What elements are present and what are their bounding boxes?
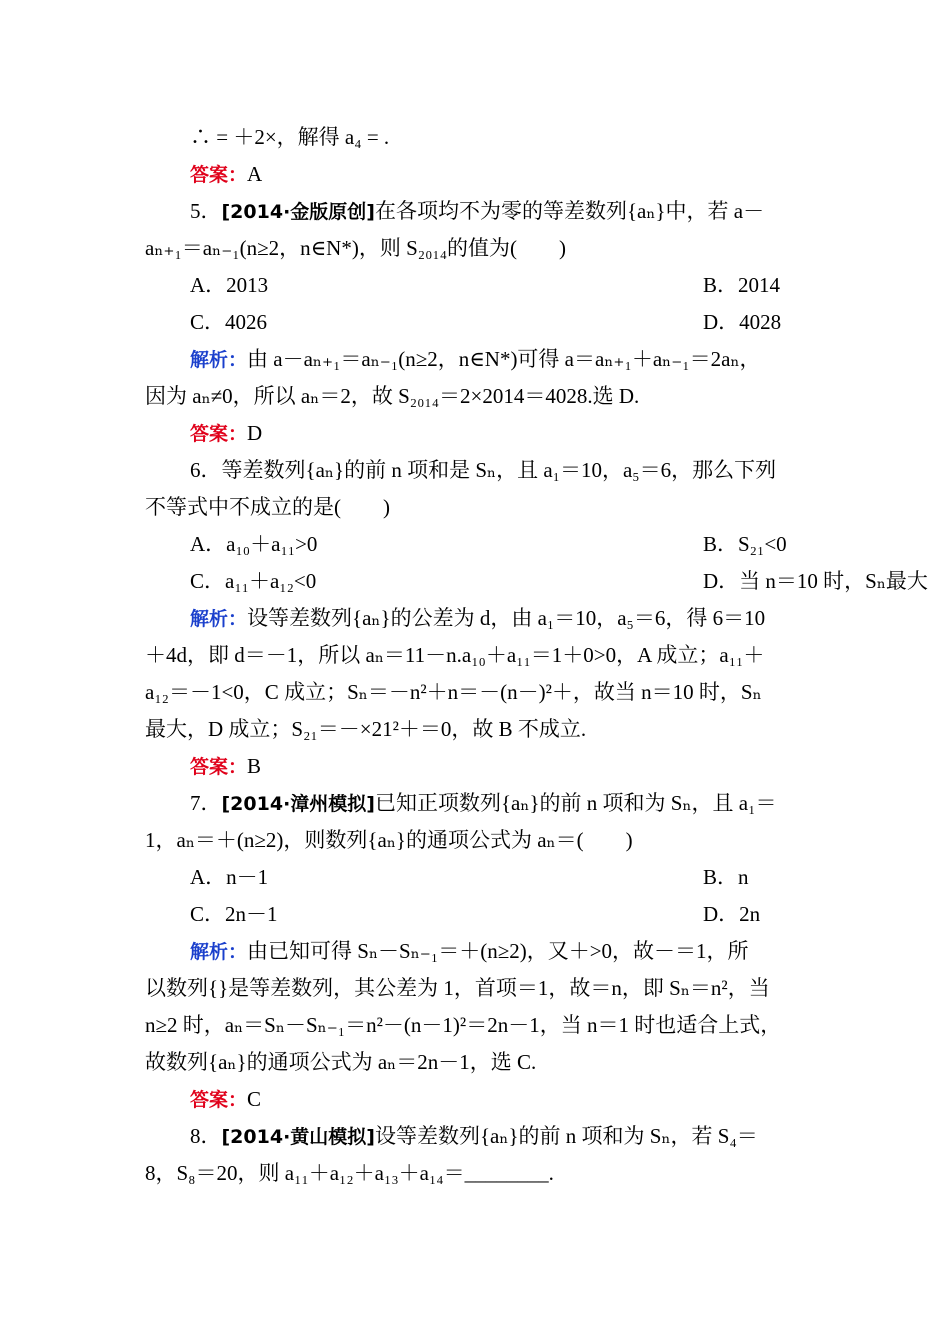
q7-stem-line2: 1，aₙ＝＋(n≥2)，则数列{aₙ}的通项公式为 aₙ＝( ) [145,828,633,852]
q5-options-row2 [190,307,950,337]
q7-analysis-line1: 解析：由已知可得 Sₙ－Sₙ₋₁＝＋(n≥2)，又＋>0，故－＝1，所 [190,939,749,963]
q7-analysis-line2: 以数列{}是等差数列，其公差为 1，首项＝1，故＝n，即 Sₙ＝n²，当 [145,976,770,1000]
q5-stem-line2: aₙ₊₁＝aₙ₋₁(n≥2，n∈N*)，则 S₂₀₁₄的值为( ) [145,236,567,260]
q6-option-b: B．S₂₁<0 [703,532,787,556]
q8-stem-line2: 8，S₈＝20，则 a₁₁＋a₁₂＋a₁₃＋a₁₄＝________. [145,1161,554,1185]
q7-option-d: D．2n [703,902,761,926]
q4-answer: 答案：A [190,162,263,186]
q5-stem-line1: 5．[2014·金版原创]在各项均不为零的等差数列{aₙ}中，若 a－ [190,199,765,223]
q7-option-c: C．2n－1 [190,902,278,926]
q6-analysis-line1: 解析：设等差数列{aₙ}的公差为 d，由 a₁＝10，a₅＝6，得 6＝10 [190,606,766,630]
q5-option-c: C．4026 [190,310,268,334]
q6-option-d: D．当 n＝10 时，Sₙ最大 [703,569,928,593]
q6-stem-line2: 不等式中不成立的是( ) [145,495,390,519]
q6-answer: 答案：B [190,754,262,778]
q7-analysis-line4: 故数列{aₙ}的通项公式为 aₙ＝2n－1，选 C. [145,1050,537,1074]
q5-analysis-line1: 解析：由 a－aₙ₊₁＝aₙ₋₁(n≥2，n∈N*)可得 a＝aₙ₊₁＋aₙ₋₁＝2aₙ， [190,347,761,371]
q8-stem-line1: 8．[2014·黄山模拟]设等差数列{aₙ}的前 n 项和为 Sₙ，若 S₄＝ [190,1124,758,1148]
q6-option-c: C．a₁₁＋a₁₂<0 [190,569,317,593]
q7-stem-line1: 7．[2014·漳州模拟]已知正项数列{aₙ}的前 n 项和为 Sₙ，且 a₁＝ [190,791,777,815]
q6-options-row2 [190,566,950,596]
q4-solution-tail: ∴ = ＋2×，解得 a₄ = . [190,125,390,149]
q6-analysis-line3: a₁₂＝－1<0，C 成立；Sₙ＝－n²＋n＝－(n－)²＋，故当 n＝10 时，Sₙ [145,680,762,704]
q6-analysis-line2: ＋4d，即 d＝－1，所以 aₙ＝11－n.a₁₀＋a₁₁＝1＋0>0，A 成立；a₁₁＋ [145,643,765,667]
q5-option-a: A．2013 [190,273,269,297]
q7-option-b: B．n [703,865,749,889]
q7-answer: 答案：C [190,1087,262,1111]
q6-options-row1 [190,529,950,559]
q6-stem-line1: 6．等差数列{aₙ}的前 n 项和是 Sₙ，且 a₁＝10，a₅＝6，那么下列 [190,458,777,482]
q7-options-row2 [190,899,950,929]
q7-option-a: A．n－1 [190,865,269,889]
q5-options-row1 [190,270,950,300]
q7-options-row1 [190,862,950,892]
q5-analysis-line2: 因为 aₙ≠0，所以 aₙ＝2，故 S₂₀₁₄＝2×2014＝4028.选 D. [145,384,640,408]
q6-option-a: A．a₁₀＋a₁₁>0 [190,532,318,556]
q5-option-d: D．4028 [703,310,782,334]
q5-option-b: B．2014 [703,273,781,297]
q5-answer: 答案：D [190,421,263,445]
q7-analysis-line3: n≥2 时，aₙ＝Sₙ－Sₙ₋₁＝n²－(n－1)²＝2n－1，当 n＝1 时也适合上式， [145,1013,782,1037]
q6-analysis-line4: 最大，D 成立；S₂₁＝－×21²＋＝0，故 B 不成立. [145,717,587,741]
